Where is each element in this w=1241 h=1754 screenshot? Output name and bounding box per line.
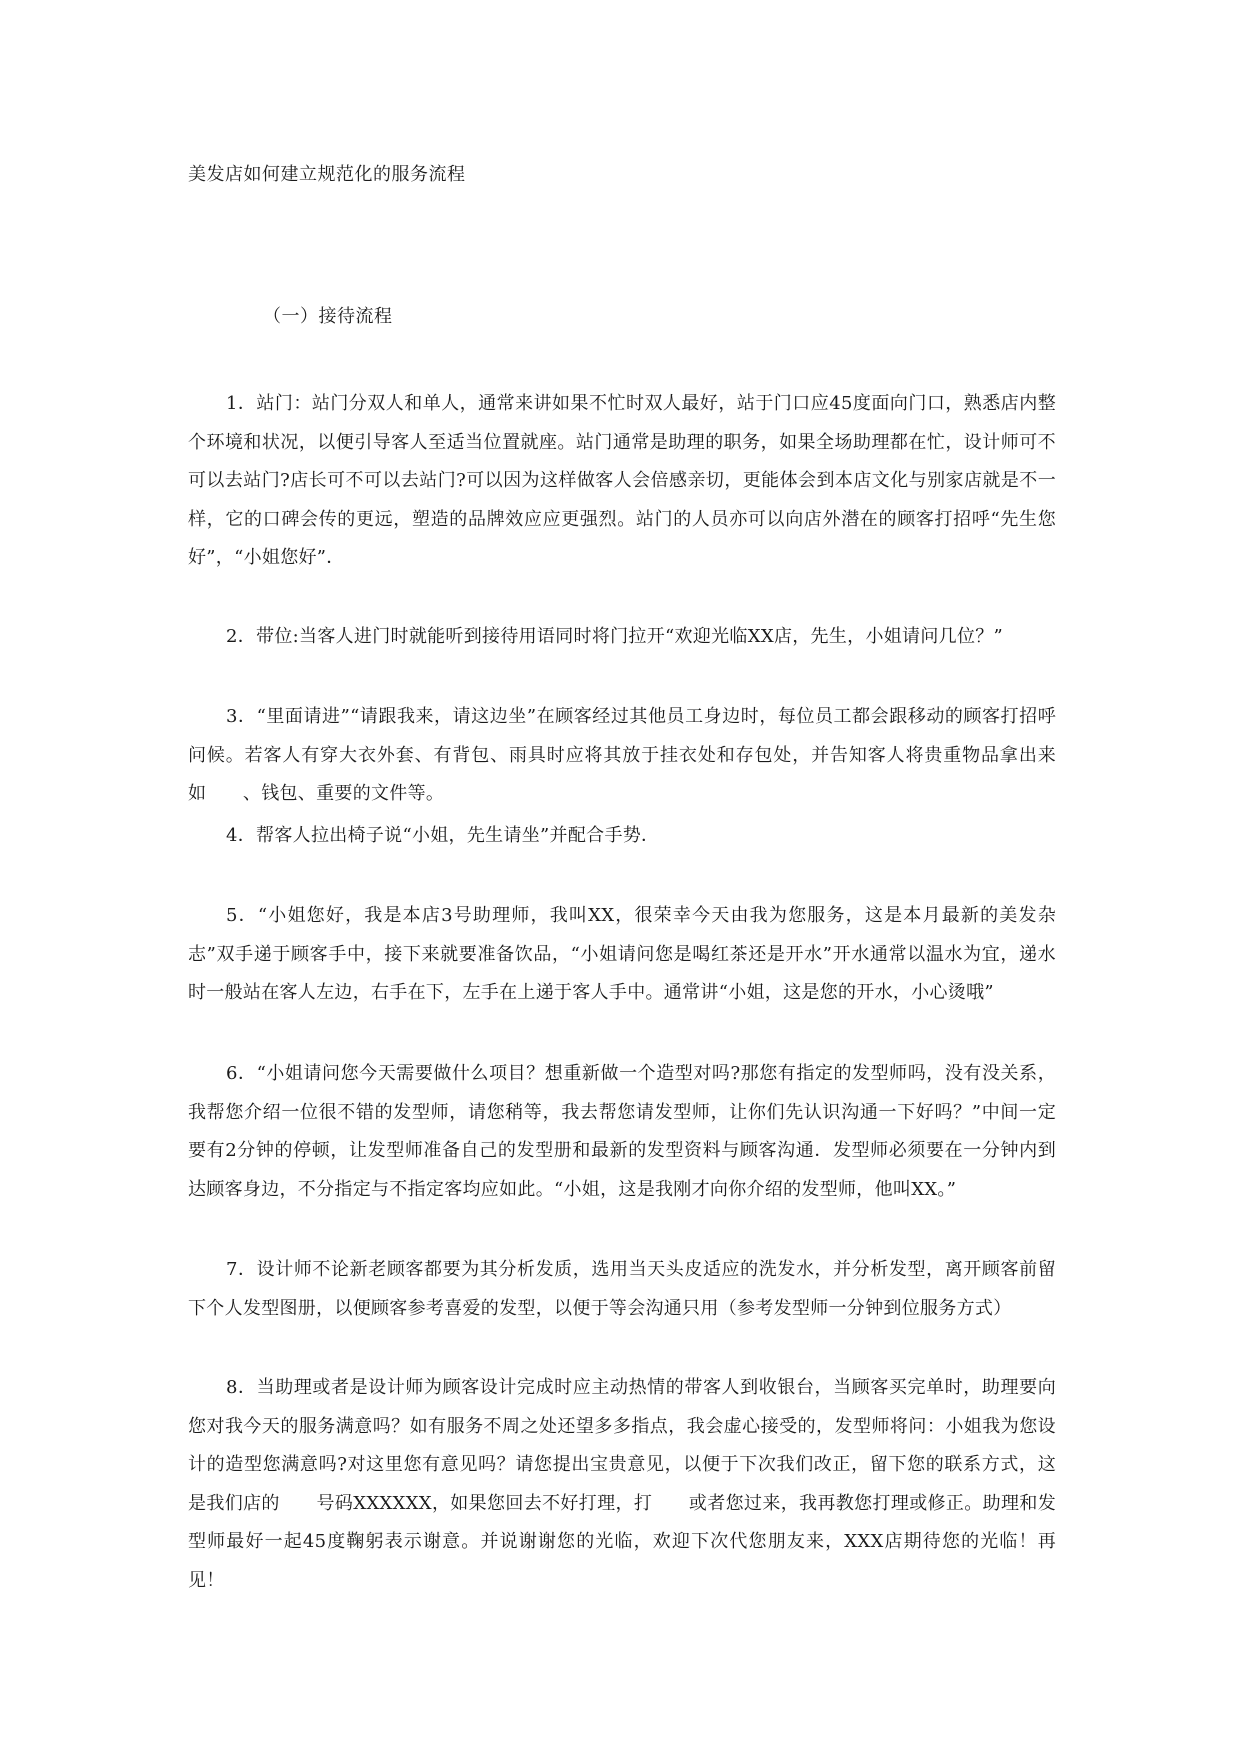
paragraph-7-hair-analysis: 7．设计师不论新老顾客都要为其分析发质，选用当天头皮适应的洗发水，并分析发型，离开顾客前留下个人发型图册，以便顾客参考喜爱的发型，以便于等会沟通只用（参考发型师一分钟到位服务方式）	[188, 1259, 1056, 1319]
paragraph-3-greeting-inside: 3．“里面请进”“请跟我来，请这边坐”在顾客经过其他员工身边时，每位员工都会跟移动的顾客打招呼问候。若客人有穿大衣外套、有背包、雨具时应将其放于挂衣处和存包处，并告知客人将贵重物品拿出来如 、钱包、重要的文件等。	[188, 706, 1056, 804]
paragraph-8-checkout-farewell: 8．当助理或者是设计师为顾客设计完成时应主动热情的带客人到收银台，当顾客买完单时，助理要向您对我今天的服务满意吗？如有服务不周之处还望多多指点，我会虚心接受的，发型师将问：小姐我为您设计的造型您满意吗?对这里您有意见吗？请您提出宝贵意见，以便于下次我们改正，留下您的联系方式，这是我们店的 号码XXXXXX，如果您回去不好打理，打 或者您过来，我再教您打理或修正。助理和发型师最好一起45度鞠躬表示谢意。并说谢谢您的光临，欢迎下次代您朋友来，XXX店期待您的光临！再见！	[188, 1377, 1056, 1591]
paragraph-2-guiding-seat: 2．带位:当客人进门时就能听到接待用语同时将门拉开“欢迎光临XX店，先生，小姐请问几位？”	[226, 626, 1004, 647]
paragraph-4-offering-chair: 4．帮客人拉出椅子说“小姐，先生请坐”并配合手势．	[226, 825, 660, 846]
paragraph-5-assistant-introduction: 5．“小姐您好，我是本店3号助理师，我叫XX，很荣幸今天由我为您服务，这是本月最新的美发杂志”双手递于顾客手中，接下来就要准备饮品，“小姐请问您是喝红茶还是开水”开水通常以温水为宜，递水时一般站在客人左边，右手在下，左手在上递于客人手中。通常讲“小姐，这是您的开水，小心烫哦”	[188, 905, 1056, 1003]
paragraph-6-stylist-introduction: 6．“小姐请问您今天需要做什么项目？想重新做一个造型对吗?那您有指定的发型师吗，没有没关系，我帮您介绍一位很不错的发型师，请您稍等，我去帮您请发型师，让你们先认识沟通一下好吗？”中间一定要有2分钟的停顿，让发型师准备自己的发型册和最新的发型资料与顾客沟通．发型师必须要在一分钟内到达顾客身边，不分指定与不指定客均应如此。“小姐，这是我刚才向你介绍的发型师，他叫XX。”	[188, 1063, 1056, 1200]
paragraph-1-standing-at-door: 1．站门：站门分双人和单人，通常来讲如果不忙时双人最好，站于门口应45度面向门口，熟悉店内整个环境和状况，以便引导客人至适当位置就座。站门通常是助理的职务，如果全场助理都在忙，设计师可不可以去站门?店长可不可以去站门?可以因为这样做客人会倍感亲切，更能体会到本店文化与别家店就是不一样，它的口碑会传的更远，塑造的品牌效应应更强烈。站门的人员亦可以向店外潜在的顾客打招呼“先生您好”，“小姐您好”．	[188, 393, 1056, 568]
document-title: 美发店如何建立规范化的服务流程	[188, 164, 466, 185]
section-heading: （一）接待流程	[263, 306, 393, 327]
